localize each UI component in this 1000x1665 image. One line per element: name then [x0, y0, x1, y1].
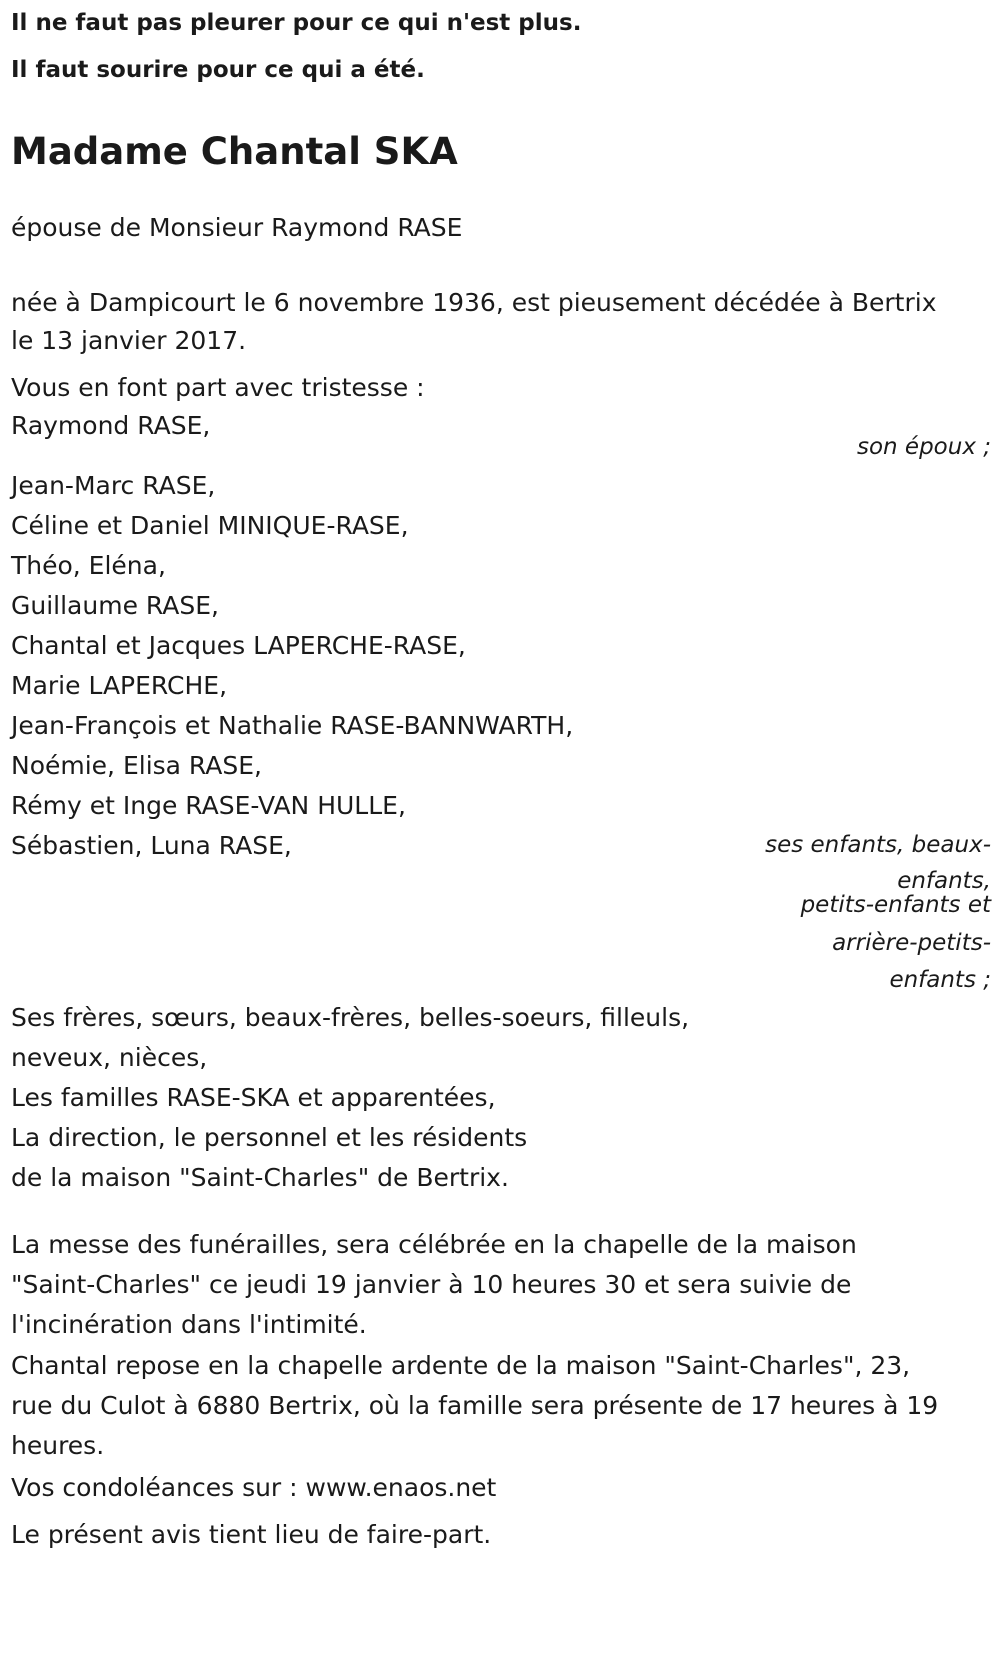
announcement: Vous en font part avec tristesse :: [11, 373, 425, 402]
others-line: Ses frères, sœurs, beaux-frères, belles-soeurs, filleuls,: [11, 1003, 690, 1032]
visitation-paragraph: [11, 1346, 938, 1466]
condolences-line: Vos condoléances sur : www.enaos.net: [11, 1473, 497, 1502]
family-list: [11, 466, 573, 866]
funeral-paragraph: [11, 1225, 857, 1345]
family-role-line: arrière-petits-: [832, 930, 991, 956]
family-member: Jean-François et Nathalie RASE-BANNWARTH,: [11, 711, 574, 740]
quote-line-1: Il ne faut pas pleurer pour ce qui n'est plus.: [11, 10, 582, 36]
others-line: de la maison "Saint-Charles" de Bertrix.: [11, 1163, 509, 1192]
family-role-line: enfants,: [897, 868, 991, 894]
family-member: Chantal et Jacques LAPERCHE-RASE,: [11, 631, 466, 660]
funeral-line: "Saint-Charles" ce jeudi 19 janvier à 10 heures 30 et sera suivie de: [11, 1270, 852, 1299]
quote-line-2: Il faut sourire pour ce qui a été.: [11, 57, 425, 83]
family-role-line: ses enfants, beaux-: [765, 832, 991, 858]
family-member: Rémy et Inge RASE-VAN HULLE,: [11, 791, 406, 820]
family-member: Théo, Eléna,: [11, 551, 166, 580]
notice-line: Le présent avis tient lieu de faire-part.: [11, 1520, 492, 1549]
birth-death-line-2: le 13 janvier 2017.: [11, 326, 247, 355]
family-member: Marie LAPERCHE,: [11, 671, 228, 700]
visitation-line: Chantal repose en la chapelle ardente de la maison "Saint-Charles", 23,: [11, 1351, 911, 1380]
others-line: Les familles RASE-SKA et apparentées,: [11, 1083, 496, 1112]
family-member: Jean-Marc RASE,: [11, 471, 216, 500]
spouse-name: Raymond RASE,: [11, 411, 211, 440]
family-role-line: enfants ;: [889, 967, 991, 993]
family-member: Sébastien, Luna RASE,: [11, 831, 292, 860]
others-line: La direction, le personnel et les résidents: [11, 1123, 528, 1152]
spouse-role: son époux ;: [856, 434, 991, 460]
funeral-line: La messe des funérailles, sera célébrée en la chapelle de la maison: [11, 1230, 857, 1259]
others-line: neveux, nièces,: [11, 1043, 208, 1072]
deceased-name: Madame Chantal SKA: [11, 130, 458, 173]
others-list: [11, 998, 689, 1198]
spouse-line: épouse de Monsieur Raymond RASE: [11, 213, 463, 242]
visitation-line: heures.: [11, 1431, 105, 1460]
birth-death-line-1: née à Dampicourt le 6 novembre 1936, est pieusement décédée à Bertrix: [11, 288, 937, 317]
funeral-line: l'incinération dans l'intimité.: [11, 1310, 367, 1339]
family-role-line: petits-enfants et: [800, 892, 991, 918]
family-member: Guillaume RASE,: [11, 591, 219, 620]
visitation-line: rue du Culot à 6880 Bertrix, où la famille sera présente de 17 heures à 19: [11, 1391, 939, 1420]
family-member: Noémie, Elisa RASE,: [11, 751, 263, 780]
family-member: Céline et Daniel MINIQUE-RASE,: [11, 511, 409, 540]
